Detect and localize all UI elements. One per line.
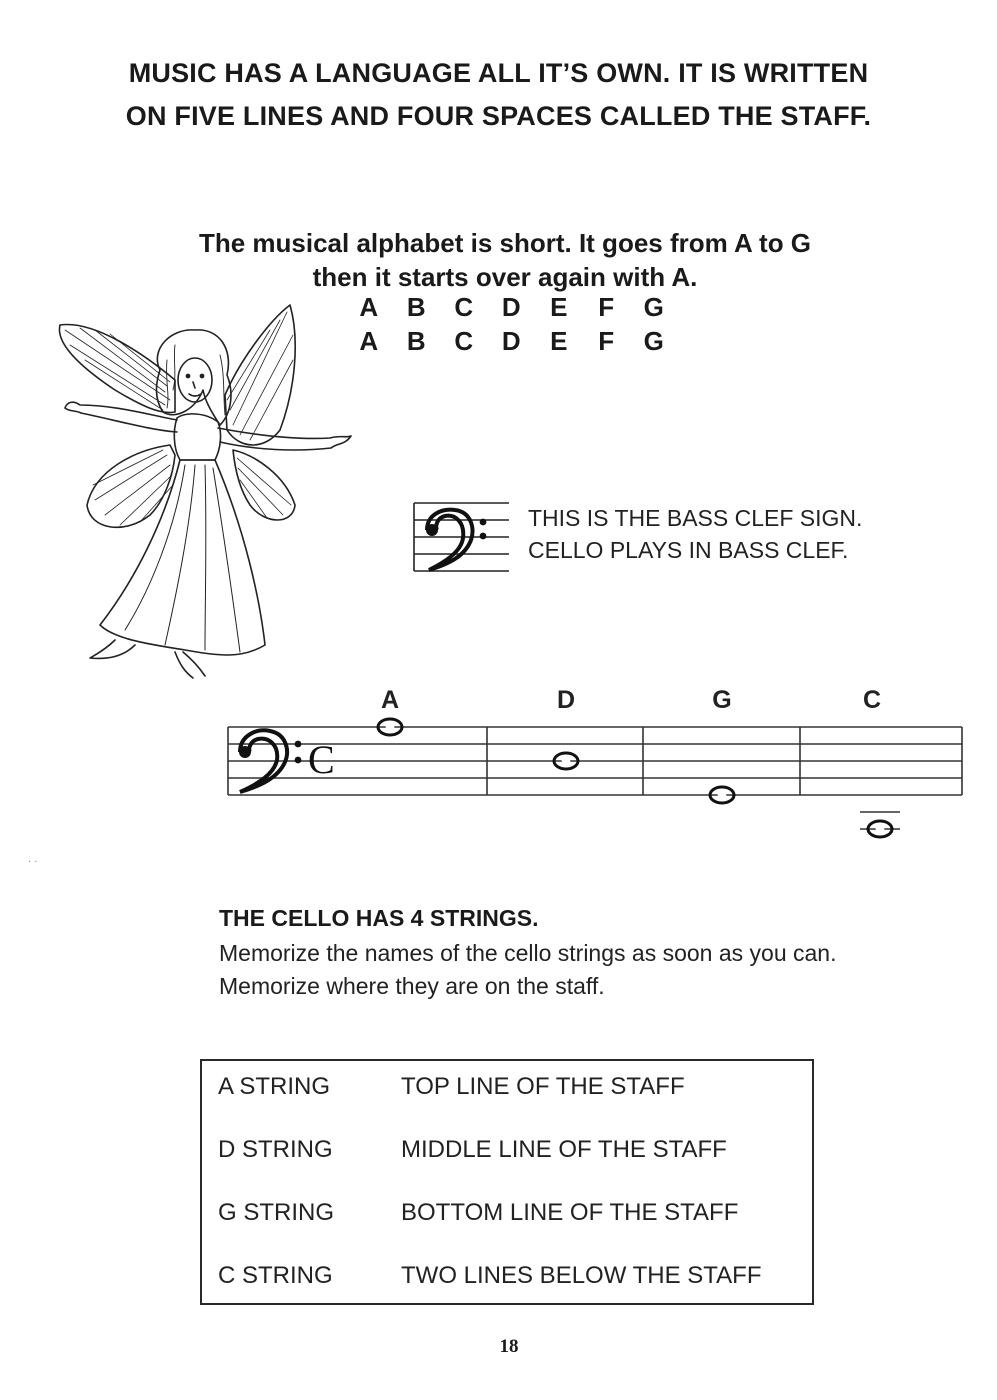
bass-clef-staff	[413, 500, 513, 576]
note-label-c: C	[862, 686, 882, 714]
alphabet-letter: D	[501, 326, 521, 356]
fairy-foot	[175, 652, 205, 678]
string-name: G STRING	[218, 1199, 335, 1226]
string-position: TOP LINE OF THE STAFF	[401, 1073, 685, 1100]
right-lower-wing	[233, 450, 295, 520]
strings-table	[200, 1059, 814, 1305]
strings-heading: THE CELLO HAS 4 STRINGS.	[219, 905, 539, 931]
page-number: 18	[499, 1336, 519, 1357]
instruction-line-2: Memorize where they are on the staff.	[219, 973, 605, 999]
alphabet-letter: A	[359, 292, 379, 322]
headline-line-2: ON FIVE LINES AND FOUR SPACES CALLED THE STAFF.	[125, 101, 872, 131]
bass-clef-caption	[528, 502, 862, 566]
wing-veins	[65, 328, 170, 410]
fairy-right-arm	[218, 428, 351, 450]
instruction-line-1: Memorize the names of the cello strings as soon as you can.	[219, 940, 837, 966]
intro-line-2: then it starts over again with A.	[312, 262, 698, 292]
whole-note-icon	[860, 812, 900, 837]
alphabet-letter: D	[501, 292, 521, 322]
alphabet-letter: B	[406, 292, 426, 322]
alphabet-letter: C	[454, 326, 474, 356]
alphabet-letter: F	[598, 292, 615, 322]
alphabet-letter: F	[598, 326, 615, 356]
wing-veins	[237, 458, 291, 518]
string-name: A STRING	[218, 1073, 331, 1100]
fairy-bodice	[174, 414, 220, 460]
bass-clef-icon	[426, 510, 486, 570]
alphabet-letter: A	[359, 326, 379, 356]
string-position: BOTTOM LINE OF THE STAFF	[401, 1199, 739, 1226]
note-label-d: D	[556, 686, 576, 714]
alphabet-intro	[0, 226, 997, 294]
cello-strings-staff	[220, 680, 970, 850]
alphabet-row-2	[345, 326, 678, 357]
fairy-mouth	[189, 382, 201, 396]
wing-veins	[93, 450, 173, 525]
alphabet-letter: E	[550, 292, 568, 322]
alphabet-letter: G	[643, 292, 664, 322]
intro-line-1: The musical alphabet is short. It goes from A to G	[198, 228, 812, 258]
alphabet-row-1	[345, 292, 678, 323]
fairy-hair	[157, 330, 231, 425]
string-position: TWO LINES BELOW THE STAFF	[401, 1262, 762, 1289]
note-label-a: A	[380, 686, 400, 714]
alphabet-letter: B	[406, 326, 426, 356]
bass-clef-line-2: CELLO PLAYS IN BASS CLEF.	[528, 537, 849, 563]
string-name: C STRING	[218, 1262, 333, 1289]
fairy-eye	[186, 374, 189, 377]
fairy-illustration	[55, 300, 360, 685]
alphabet-letter: C	[454, 292, 474, 322]
time-signature: C	[308, 737, 335, 782]
alphabet-letter: G	[643, 326, 664, 356]
scan-speck: · ·	[28, 856, 38, 867]
page-headline	[40, 52, 957, 138]
fairy-eye	[200, 374, 203, 377]
fairy-foot	[90, 640, 135, 658]
alphabet-letter: E	[550, 326, 568, 356]
note-label-g: G	[712, 686, 732, 714]
bass-clef-line-1: THIS IS THE BASS CLEF SIGN.	[528, 505, 863, 531]
string-position: MIDDLE LINE OF THE STAFF	[401, 1136, 727, 1163]
strings-instructions	[219, 937, 836, 1003]
headline-line-1: MUSIC HAS A LANGUAGE ALL IT’S OWN. IT IS WRITTEN	[128, 58, 869, 88]
string-name: D STRING	[218, 1136, 333, 1163]
staff-lines	[228, 727, 962, 795]
